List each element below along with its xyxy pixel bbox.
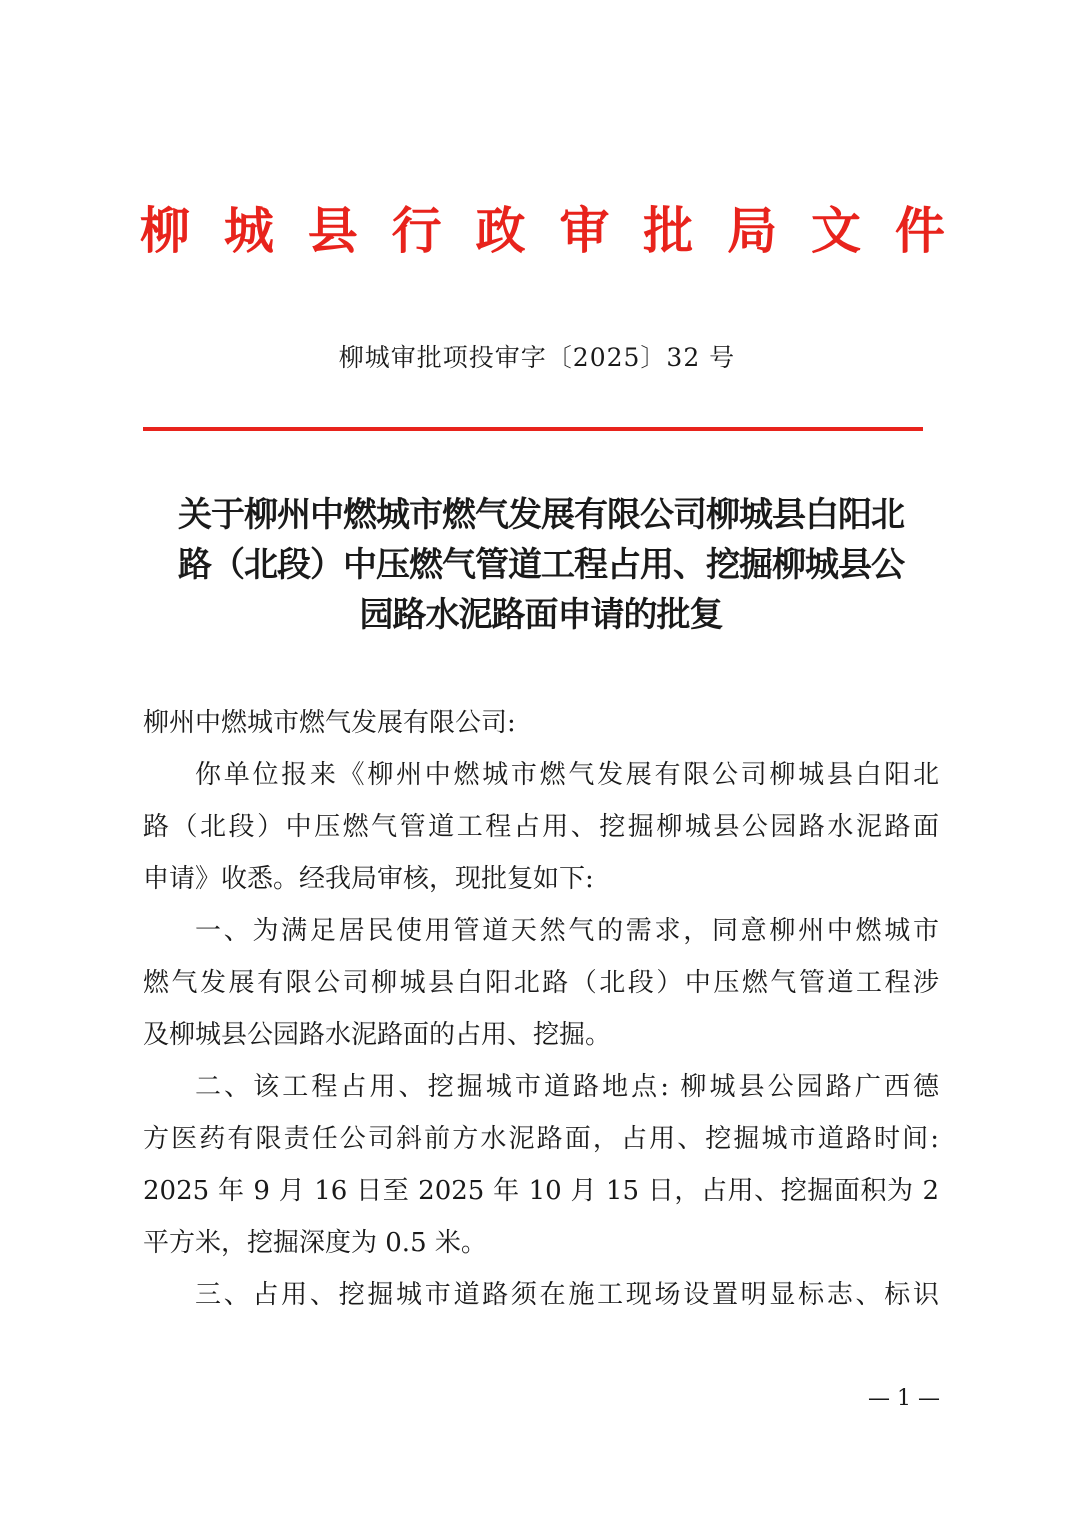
agency-char: 局 [727,202,778,260]
body-line: 你单位报来《柳州中燃城市燃气发展有限公司柳城县白阳北 [195,760,939,790]
agency-header [140,196,945,266]
title-line: 关于柳州中燃城市燃气发展有限公司柳城县白阳北 [178,495,904,535]
agency-char: 审 [559,202,610,260]
red-divider [143,427,923,431]
body-line: 2025 年 9 月 16 日至 2025 年 10 月 15 日，占用、挖掘面积为 2 [143,1176,939,1206]
title-line: 园路水泥路面申请的批复 [359,595,723,635]
body-line: 一、为满足居民使用管道天然气的需求，同意柳州中燃城市 [195,916,939,946]
agency-char: 政 [475,202,526,260]
agency-char: 柳 [140,202,190,260]
document-title [143,490,939,640]
body-line: 申请》收悉。经我局审核，现批复如下: [143,864,594,894]
body-line: 及柳城县公园路水泥路面的占用、挖掘。 [143,1020,612,1050]
agency-char: 城 [223,202,274,260]
agency-char: 文 [811,202,861,260]
title-line: 路（北段）中压燃气管道工程占用、挖掘柳城县公 [178,545,904,585]
salutation: 柳州中燃城市燃气发展有限公司: [143,708,516,738]
body-line: 方医药有限责任公司斜前方水泥路面，占用、挖掘城市道路时间: [143,1124,939,1154]
document-number: 柳城审批项投审字〔2025〕32 号 [338,343,736,372]
agency-char: 件 [894,202,945,260]
page-number: — 1 — [868,1386,940,1411]
agency-char: 行 [391,202,442,260]
body-line: 路（北段）中压燃气管道工程占用、挖掘柳城县公园路水泥路面 [143,812,939,842]
document-body [143,697,939,1321]
agency-char: 批 [643,202,694,260]
body-line: 燃气发展有限公司柳城县白阳北路（北段）中压燃气管道工程涉 [143,968,939,998]
body-line: 平方米，挖掘深度为 0.5 米。 [143,1228,487,1258]
body-line: 二、该工程占用、挖掘城市道路地点: 柳城县公园路广西德 [195,1072,939,1102]
body-line: 三、占用、挖掘城市道路须在施工现场设置明显标志、标识 [195,1280,939,1310]
agency-char: 县 [307,202,358,260]
